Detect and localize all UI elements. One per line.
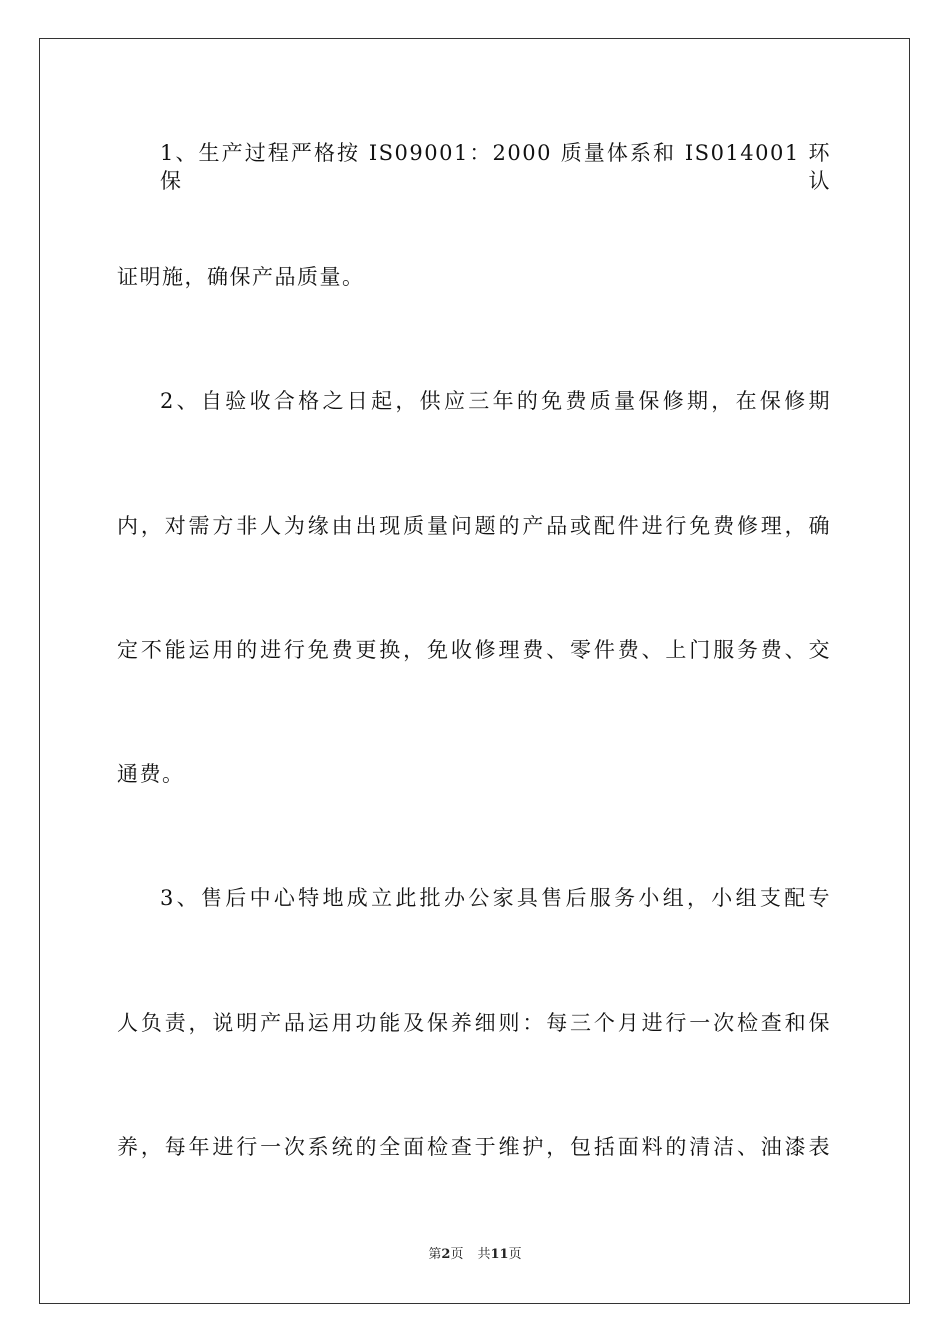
paragraph-3-line-3: 养，每年进行一次系统的全面检查于维护，包括面料的清洁、油漆表: [117, 1135, 831, 1159]
page-border: [39, 38, 910, 1304]
page-unit: 页: [450, 1247, 464, 1262]
page-footer: [0, 1246, 950, 1264]
paragraph-3-line-2: 人负责，说明产品运用功能及保养细则：每三个月进行一次检查和保: [117, 1011, 831, 1035]
paragraph-2-line-1: 2、自验收合格之日起，供应三年的免费质量保修期，在保修期: [160, 389, 831, 413]
paragraph-2-line-4: 通费。: [117, 762, 185, 786]
paragraph-2-line-2: 内，对需方非人为缘由出现质量问题的产品或配件进行免费修理，确: [117, 514, 831, 538]
current-page-number: 2: [441, 1247, 451, 1262]
paragraph-1-line-2: 证明施，确保产品质量。: [117, 265, 365, 289]
paragraph-2-line-3: 定不能运用的进行免费更换，免收修理费、零件费、上门服务费、交: [117, 638, 831, 662]
paragraph-3-line-1: 3、售后中心特地成立此批办公家具售后服务小组，小组支配专: [160, 886, 831, 910]
paragraph-1-line-1: 1、生产过程严格按 IS09001：2000 质量体系和 IS014001 环保认: [160, 141, 831, 193]
page-prefix: 第: [428, 1247, 442, 1262]
total-page-count: 11: [490, 1247, 509, 1262]
total-unit: 页: [508, 1247, 522, 1262]
total-prefix: 共: [477, 1247, 491, 1262]
